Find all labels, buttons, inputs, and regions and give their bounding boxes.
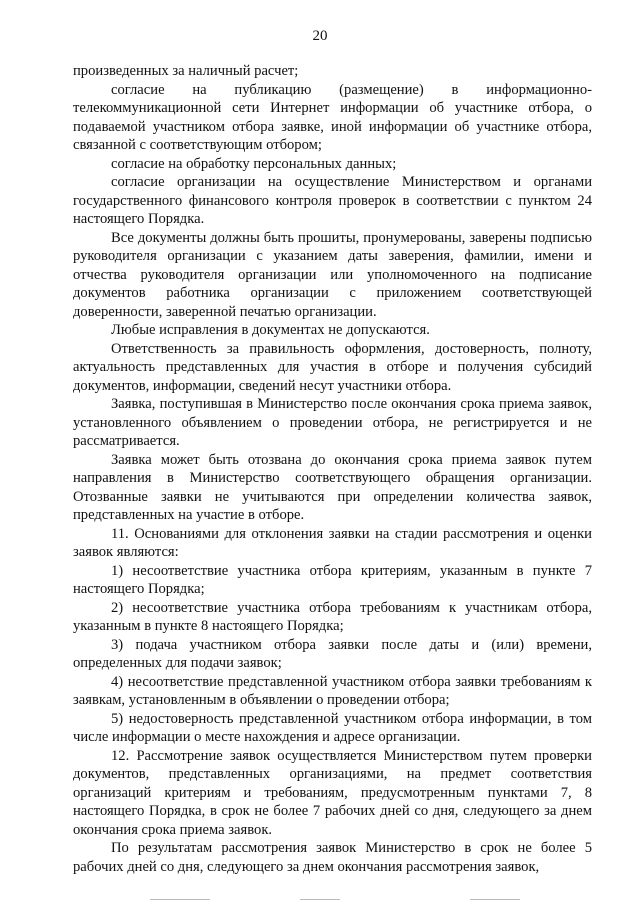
paragraph: 12. Рассмотрение заявок осуществляется Министерством путем проверки документов, представленных организациями, на предмет соответствия организаций критериям и требованиям, предусмотренным пунктами 7, 8 настоящего Порядка, в срок не более 7 рабочих дней со дня, следующего за днем окончания срока приема заявок. xyxy=(73,747,592,838)
list-item: 5) недостоверность представленной участником отбора информации, в том числе информации о месте нахождения и адресе организации. xyxy=(73,710,592,745)
paragraph: согласие организации на осуществление Министерством и органами государственного финансового контроля проверок в соответствии с пунктом 24 настоящего Порядка. xyxy=(73,174,592,227)
paragraph: Заявка, поступившая в Министерство после окончания срока приема заявок, установленного объявлением о проведении отбора, не регистрируется и не рассматривается. xyxy=(73,396,592,449)
paragraph: По результатам рассмотрения заявок Министерство в срок не более 5 рабочих дней со дня, следующего за днем окончания рассмотрения заявок, xyxy=(73,840,592,875)
paragraph: согласие на обработку персональных данных; xyxy=(111,155,397,172)
page-number: 20 xyxy=(312,28,328,44)
paragraph: Ответственность за правильность оформления, достоверность, полноту, актуальность представленных для участия в отборе и получения субсидий документов, информации, сведений несут участники отбора. xyxy=(73,340,592,394)
paragraph: согласие на публикацию (размещение) в информационно-телекоммуникационной сети Интернет информации об участнике отбора, о подаваемой участником отбора заявке, иной информации об участнике отбора, связанной с соответствующим отбором; xyxy=(73,81,592,153)
scan-edge-marks xyxy=(0,899,640,903)
paragraph: Любые исправления в документах не допускаются. xyxy=(111,322,430,338)
paragraph: Заявка может быть отозвана до окончания срока приема заявок путем направления в Министерство соответствующего обращения организации. Отозванные заявки не учитываются при определении количества заявок, представленных на участие в отборе. xyxy=(73,451,592,523)
list-item: 1) несоответствие участника отбора критериям, указанным в пункте 7 настоящего Порядка; xyxy=(73,562,592,597)
document-body xyxy=(73,62,592,876)
list-item: 2) несоответствие участника отбора требованиям к участникам отбора, указанным в пункте 8 настоящего Порядка; xyxy=(73,599,592,634)
paragraph: 11. Основаниями для отклонения заявки на стадии рассмотрения и оценки заявок являются: xyxy=(73,525,592,560)
list-item: 4) несоответствие представленной участником отбора заявки требованиям к заявкам, установленным в объявлении о проведении отбора; xyxy=(73,673,592,708)
paragraph: произведенных за наличный расчет; xyxy=(73,63,299,79)
paragraph: Все документы должны быть прошиты, пронумерованы, заверены подписью руководителя организации с указанием даты заверения, фамилии, имени и отчества руководителя организации или уполномоченного на подписание документов работника организации с приложением соответствующей доверенности, заверенной печатью организации. xyxy=(73,229,592,320)
list-item: 3) подача участником отбора заявки после даты и (или) времени, определенных для подачи заявок; xyxy=(73,636,592,671)
